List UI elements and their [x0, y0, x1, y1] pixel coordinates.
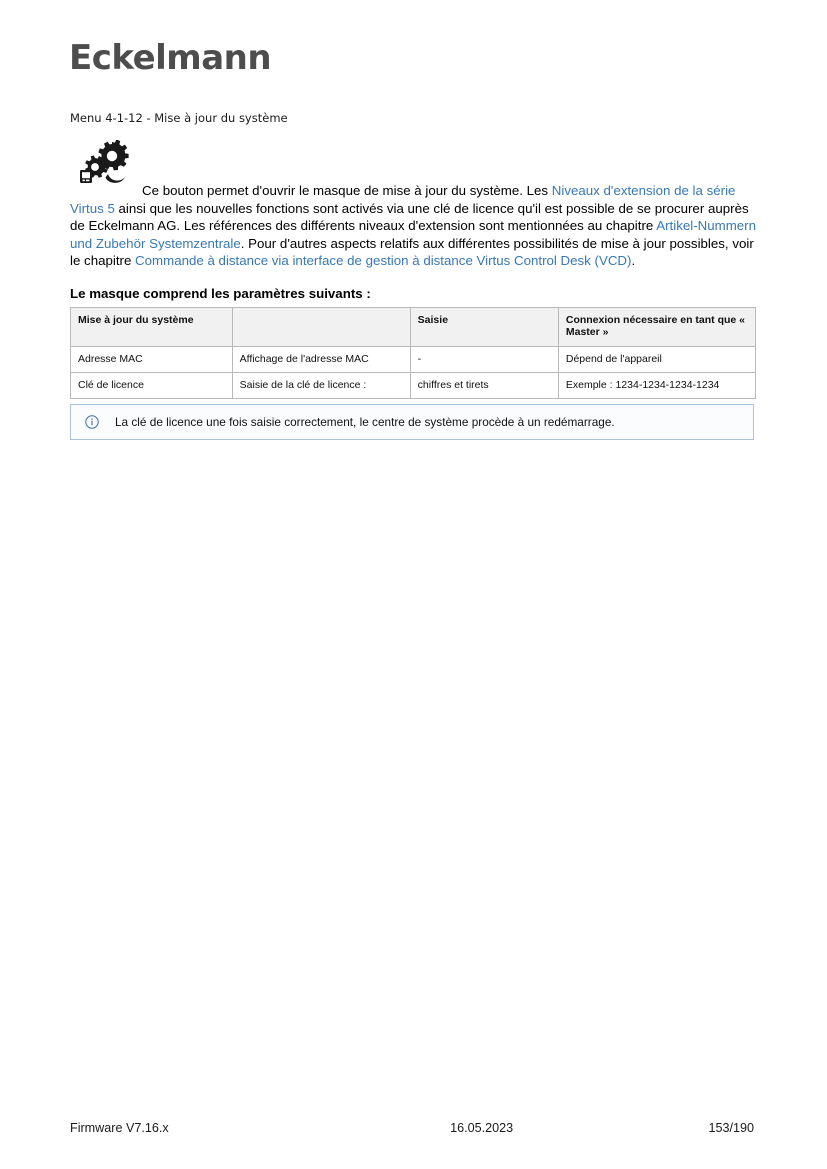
table-cell-r1c2: Affichage de l'adresse MAC [232, 347, 410, 373]
table-row [71, 373, 756, 399]
intro-text-part-1: Ce bouton permet d'ouvrir le masque de mise à jour du système. Les [142, 183, 552, 198]
info-icon [85, 415, 99, 429]
link-commande-a-distance-vcd[interactable]: Commande à distance via interface de gestion à distance Virtus Control Desk (VCD) [135, 253, 632, 269]
footer-date: 16.05.2023 [450, 1121, 514, 1135]
intro-text-part-3: . Pour d'autres aspects relatifs aux différentes possibilités de mise à jour possibles, voir le chapitre [70, 235, 754, 269]
table-cell-r2c3: chiffres et tirets [410, 373, 558, 399]
table-cell-r2c1: Clé de licence [71, 373, 233, 399]
system-update-gear-icon [72, 140, 138, 188]
table-header-cell-2 [232, 308, 410, 347]
footer-firmware-version: Firmware V7.16.x [70, 1121, 169, 1135]
table-header-row [71, 308, 756, 347]
intro-text-part-4: . [631, 253, 636, 269]
table-cell-r2c2: Saisie de la clé de licence : [232, 373, 410, 399]
footer-page-number: 153/190 [708, 1121, 754, 1135]
table-cell-r1c1: Adresse MAC [71, 347, 233, 373]
link-artikel-nummern-zubehoer[interactable]: Artikel-Nummern und Zubehör Systemzentrale [70, 218, 756, 251]
intro-paragraph [70, 182, 756, 270]
table-header-cell-4: Connexion nécessaire en tant que « Master » [558, 308, 755, 347]
breadcrumb: Menu 4-1-12 - Mise à jour du système [70, 111, 288, 125]
intro-text-part-2: ainsi que les nouvelles fonctions sont activés via une clé de licence qu'il est possible de se procurer auprès de Eckelmann AG. Les références des différents niveaux d'extension sont mentionnées au chapitre [70, 200, 749, 234]
info-note [70, 404, 754, 440]
brand-logo: Eckelmann [69, 38, 272, 78]
table-cell-r1c4: Dépend de l'appareil [558, 347, 755, 373]
table-cell-r2c4: Exemple : 1234-1234-1234-1234 [558, 373, 755, 399]
link-niveaux-extension-virtus5[interactable]: Niveaux d'extension de la série Virtus 5 [70, 183, 736, 216]
table-header-cell-1: Mise à jour du système [71, 308, 233, 347]
parameters-table [70, 307, 756, 399]
info-note-text: La clé de licence une fois saisie correctement, le centre de système procède à un redémarrage. [115, 415, 615, 429]
section-subheading: Le masque comprend les paramètres suivants : [70, 286, 371, 301]
table-header-cell-3: Saisie [410, 308, 558, 347]
table-cell-r1c3: - [410, 347, 558, 373]
page-footer [70, 1121, 756, 1135]
table-row [71, 347, 756, 373]
